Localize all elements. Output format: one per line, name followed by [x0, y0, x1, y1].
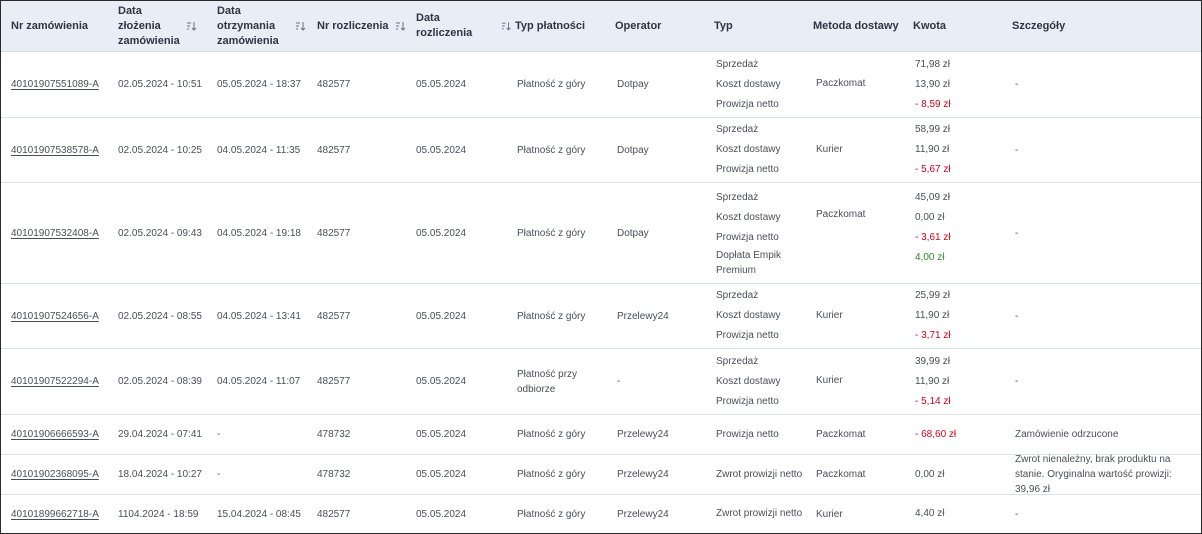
amount-value: 11,90 zł — [915, 375, 950, 387]
order-received-date: 04.05.2024 - 11:07 — [217, 376, 301, 387]
settlement-number: 478732 — [317, 469, 351, 480]
order-received-date: - — [217, 469, 221, 480]
order-number-link[interactable]: 40101907522294-A — [11, 376, 99, 387]
column-label: Typ płatności — [515, 19, 586, 32]
amount-value: 11,90 zł — [915, 310, 950, 321]
payment-type: Płatność przy odbiorze — [517, 368, 578, 395]
settlement-date: 05.05.2024 — [416, 144, 467, 156]
delivery-method: Kurier — [816, 375, 843, 386]
column-header-payment — [515, 1, 605, 51]
settlement-date: 05.05.2024 — [416, 227, 467, 239]
payment-type: Płatność z góry — [517, 469, 586, 480]
amount-list — [915, 495, 1005, 533]
order-placed-date: 02.05.2024 - 10:25 — [118, 144, 202, 156]
details-text: Zwrot nienależny, brak produktu na stanie. Oryginalna wartość prowizji: 39,96 zł — [1015, 454, 1172, 495]
column-header-delivery — [813, 1, 908, 51]
payment-type: Płatność z góry — [517, 508, 586, 520]
column-label: Operator — [615, 19, 662, 32]
order-number-link[interactable]: 40101899662718-A — [11, 508, 99, 520]
sort-icon[interactable] — [395, 21, 406, 31]
settlement-number: 482577 — [317, 227, 351, 239]
delivery-method: Kurier — [816, 310, 843, 321]
type-item: Koszt dostawy — [716, 212, 781, 223]
type-item: Prowizja netto — [716, 330, 779, 341]
type-item: Zwrot prowizji netto — [716, 508, 803, 519]
order-placed-date: 02.05.2024 - 08:55 — [118, 310, 202, 322]
column-header-type — [714, 1, 804, 51]
type-item: Prowizja netto — [716, 98, 779, 110]
amount-value: 39,99 zł — [915, 355, 951, 367]
type-item: Prowizja netto — [716, 395, 779, 407]
table-row — [1, 52, 1201, 118]
payment-type: Płatność z góry — [517, 144, 586, 156]
column-label: Typ — [714, 19, 733, 32]
order-placed-date: 02.05.2024 - 09:43 — [118, 227, 202, 239]
type-item: Sprzedaż — [716, 192, 759, 203]
payment-operator: Przelewy24 — [617, 469, 669, 480]
amount-value: 13,90 zł — [915, 78, 951, 90]
payment-type: Płatność z góry — [517, 429, 586, 440]
type-item: Sprzedaż — [716, 290, 759, 301]
details-text: - — [1015, 79, 1019, 90]
order-number-cell — [11, 284, 111, 348]
type-item: Sprzedaż — [716, 124, 759, 135]
settlement-date: 05.05.2024 — [416, 310, 467, 322]
amount-list — [915, 183, 1005, 283]
type-list — [716, 455, 811, 494]
payment-operator: Dotpay — [617, 144, 649, 156]
amount-list — [915, 455, 1005, 494]
amount-value: 0,00 zł — [915, 212, 945, 223]
table-row — [1, 415, 1201, 455]
type-item: Prowizja netto — [716, 164, 779, 175]
order-received-date: 04.05.2024 - 13:41 — [217, 310, 301, 322]
table-row — [1, 118, 1201, 183]
delivery-method: Paczkomat — [816, 78, 866, 89]
payment-operator: Dotpay — [617, 227, 649, 239]
settlement-date: 05.05.2024 — [416, 469, 467, 480]
details-text: - — [1015, 227, 1019, 239]
order-received-date: 15.04.2024 - 08:45 — [217, 508, 301, 520]
column-label: Data rozliczenia — [416, 12, 473, 39]
details-text: Zamówienie odrzucone — [1015, 429, 1119, 440]
column-label: Szczegóły — [1012, 19, 1066, 32]
settlement-date: 05.05.2024 — [416, 429, 467, 440]
type-item: Dopłata Empik Premium — [716, 250, 782, 276]
column-header-settlement[interactable] — [317, 1, 412, 51]
column-header-amount — [913, 1, 1003, 51]
order-placed-date: 18.04.2024 - 10:27 — [118, 469, 202, 480]
order-number-link[interactable]: 40101907524656-A — [11, 310, 99, 322]
order-placed-date: 29.04.2024 - 07:41 — [118, 429, 202, 440]
payment-type: Płatność z góry — [517, 227, 586, 239]
payment-type: Płatność z góry — [517, 310, 586, 322]
table-header — [1, 1, 1201, 52]
type-item: Koszt dostawy — [716, 375, 781, 387]
type-item: Sprzedaż — [716, 355, 759, 367]
order-received-date: 05.05.2024 - 18:37 — [217, 79, 301, 90]
table-row — [1, 495, 1201, 534]
amount-value: 0,00 zł — [915, 468, 945, 480]
type-item: Zwrot prowizji netto — [716, 468, 803, 480]
delivery-method: Paczkomat — [816, 209, 866, 220]
settlement-date: 05.05.2024 — [416, 376, 467, 387]
type-item: Koszt dostawy — [716, 310, 781, 321]
settlement-number: 482577 — [317, 310, 351, 322]
sort-icon[interactable] — [186, 21, 197, 31]
type-list — [716, 495, 811, 533]
column-header-settlement-date[interactable] — [416, 1, 511, 51]
sort-icon[interactable] — [501, 21, 511, 31]
amount-value: 11,90 zł — [915, 144, 950, 155]
order-received-date: 04.05.2024 - 19:18 — [217, 227, 301, 239]
settlement-date: 05.05.2024 — [416, 79, 467, 90]
column-label: Nr rozliczenia — [317, 19, 389, 32]
sort-icon[interactable] — [295, 21, 306, 31]
table-row — [1, 183, 1201, 284]
order-number-cell — [11, 52, 111, 117]
order-number-cell — [11, 118, 111, 182]
settlement-number: 482577 — [317, 79, 351, 90]
amount-value: - 5,67 zł — [915, 164, 951, 175]
order-number-link[interactable]: 40101907532408-A — [11, 227, 99, 239]
table-row — [1, 455, 1201, 495]
amount-list — [915, 284, 1005, 348]
details-text: - — [1015, 310, 1019, 322]
settlement-number: 482577 — [317, 508, 351, 520]
order-number-link[interactable]: 40101902368095-A — [11, 469, 99, 480]
type-item: Prowizja netto — [716, 428, 779, 440]
amount-value: 4,00 zł — [915, 252, 945, 263]
delivery-method: Paczkomat — [816, 429, 866, 440]
amount-value: - 3,61 zł — [915, 232, 951, 243]
delivery-method: Paczkomat — [816, 469, 866, 480]
order-number-link[interactable]: 40101907551089-A — [11, 79, 99, 90]
amount-value: - 8,59 zł — [915, 98, 951, 110]
order-received-date: - — [217, 429, 221, 440]
table-row — [1, 349, 1201, 415]
amount-value: - 68,60 zł — [915, 428, 957, 440]
payment-type: Płatność z góry — [517, 79, 586, 90]
amount-value: - 3,71 zł — [915, 330, 951, 341]
type-list — [716, 52, 811, 117]
column-header-details — [1012, 1, 1162, 51]
order-number-cell — [11, 415, 111, 454]
type-item: Koszt dostawy — [716, 78, 781, 90]
amount-value: - 5,14 zł — [915, 395, 951, 407]
type-list — [716, 415, 811, 454]
type-item: Prowizja netto — [716, 232, 779, 243]
order-placed-date: 02.05.2024 - 08:39 — [118, 376, 202, 387]
table-row — [1, 284, 1201, 349]
column-header-received[interactable] — [217, 1, 312, 51]
payment-operator: Przelewy24 — [617, 310, 669, 322]
type-item: Sprzedaż — [716, 58, 759, 70]
amount-list — [915, 52, 1005, 117]
details-text: - — [1015, 144, 1019, 156]
amount-list — [915, 349, 1005, 414]
order-placed-date: 1104.2024 - 18:59 — [118, 508, 199, 520]
amount-value: 58,99 zł — [915, 124, 951, 135]
type-item: Koszt dostawy — [716, 144, 781, 155]
order-placed-date: 02.05.2024 - 10:51 — [118, 79, 202, 90]
delivery-method: Kurier — [816, 508, 843, 520]
amount-value: 25,99 zł — [915, 290, 951, 301]
order-number-cell — [11, 495, 111, 533]
delivery-method: Kurier — [816, 144, 843, 155]
column-label: Data otrzymania zamówienia — [217, 4, 279, 47]
type-list — [716, 183, 811, 283]
order-received-date: 04.05.2024 - 11:35 — [217, 144, 301, 156]
order-number-cell — [11, 349, 111, 414]
payment-operator: - — [617, 376, 621, 387]
type-list — [716, 284, 811, 348]
column-header-order — [11, 1, 106, 51]
details-text: - — [1015, 508, 1019, 520]
order-number-link[interactable]: 40101906666593-A — [11, 429, 99, 440]
amount-value: 4,40 zł — [915, 508, 945, 519]
order-number-link[interactable]: 40101907538578-A — [11, 144, 99, 156]
amount-value: 45,09 zł — [915, 192, 951, 203]
column-label: Nr zamówienia — [11, 19, 89, 32]
column-label: Data złożenia zamówienia — [118, 4, 180, 47]
amount-value: 71,98 zł — [915, 58, 951, 70]
payment-operator: Przelewy24 — [617, 429, 669, 440]
order-number-cell — [11, 455, 111, 494]
column-header-placed[interactable] — [118, 1, 213, 51]
settlement-date: 05.05.2024 — [416, 508, 467, 520]
settlement-number: 482577 — [317, 376, 351, 387]
order-number-cell — [11, 183, 111, 283]
type-list — [716, 118, 811, 182]
payment-operator: Dotpay — [617, 79, 649, 90]
amount-list — [915, 118, 1005, 182]
column-label: Kwota — [913, 19, 946, 32]
settlement-number: 478732 — [317, 429, 351, 440]
settlement-number: 482577 — [317, 144, 351, 156]
type-list — [716, 349, 811, 414]
column-label: Metoda dostawy — [813, 19, 899, 32]
payment-operator: Przelewy24 — [617, 508, 669, 520]
column-header-operator — [615, 1, 705, 51]
details-text: - — [1015, 376, 1019, 387]
amount-list — [915, 415, 1005, 454]
